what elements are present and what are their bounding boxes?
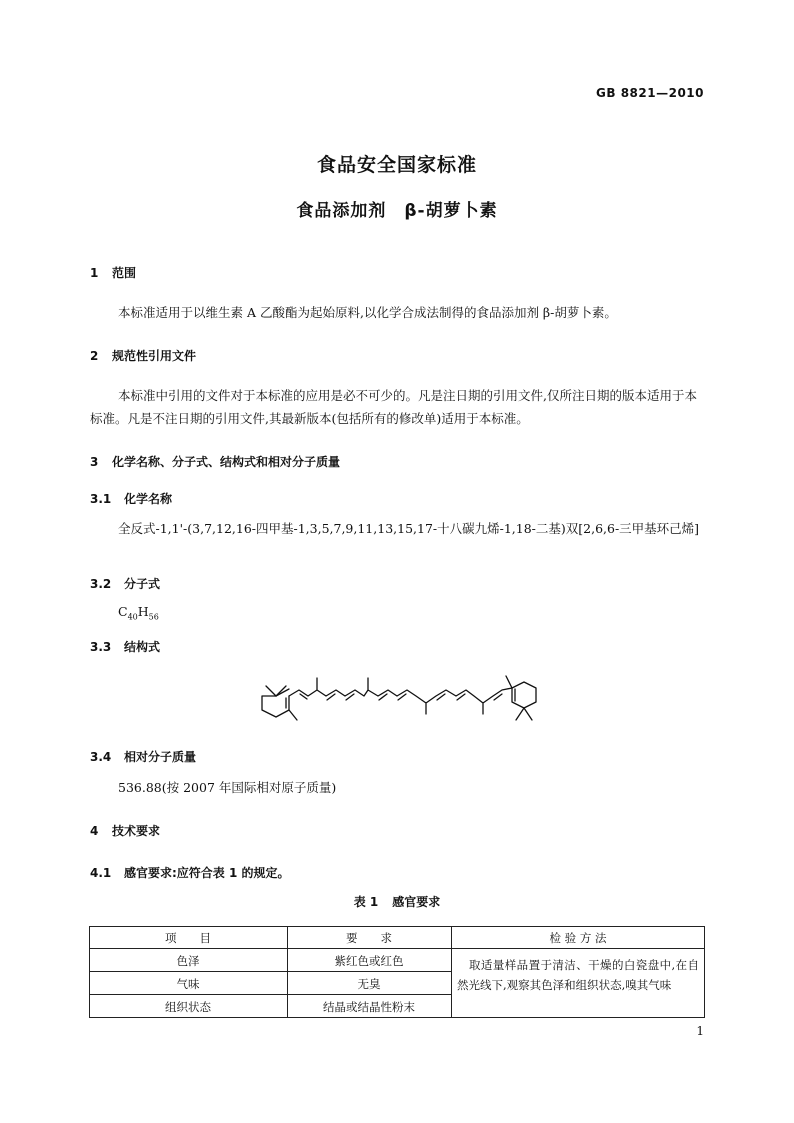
section-3-2-heading: 3.2 分子式 (90, 577, 161, 591)
table-header-divider (89, 948, 705, 949)
standard-code: GB 8821—2010 (596, 86, 704, 100)
molecular-formula: $C_{40}H_{56}$ (118, 604, 159, 622)
page-title: 食品安全国家标准 (316, 154, 477, 176)
table-header-item: 项 目 (165, 931, 211, 945)
page-subtitle: 食品添加剂 β-胡萝卜素 (296, 201, 498, 221)
table-header-requirement: 要 求 (346, 931, 392, 945)
section-3-4-heading: 3.4 相对分子质量 (90, 750, 197, 764)
section-2-text: 本标准中引用的文件对于本标准的应用是必不可少的。凡是注日期的引用文件,仅所注日期的版本适用于本标准。凡是不注日期的引用文件,其最新版本(包括所有的修改单)适用于本标准。 (90, 388, 697, 426)
section-1-heading: 1 范围 (90, 266, 137, 280)
section-4-heading: 4 技术要求 (90, 824, 161, 838)
section-3-1-heading: 3.1 化学名称 (90, 492, 173, 506)
section-3-heading: 3 化学名称、分子式、结构式和相对分子质量 (90, 455, 341, 469)
page-number: 1 (696, 1024, 704, 1038)
table-row-item: 组织状态 (165, 1000, 211, 1014)
table-method-text: 取适量样品置于清洁、干燥的白瓷盘中,在自然光线下,观察其色泽和组织状态,嗅其气味 (457, 958, 699, 992)
table-row-requirement: 紫红色或红色 (334, 954, 404, 968)
section-1-text: 本标准适用于以维生素 A 乙酸酯为起始原料,以化学合成法制得的食品添加剂 β-胡萝卜素。 (118, 305, 617, 320)
beta-carotene-structure-diagram (250, 668, 550, 730)
chemical-name-text: 全反式-1,1'-(3,7,12,16-四甲基-1,3,5,7,9,11,13,15,17-十八碳九烯-1,18-二基)双[2,6,6-三甲基环己烯] (118, 521, 700, 536)
table-border-bottom (89, 1017, 705, 1018)
molecular-mass-text: 536.88(按 2007 年国际相对原子质量) (118, 780, 337, 795)
table-border-top (89, 926, 705, 927)
table-row-requirement: 结晶或结晶性粉末 (323, 1000, 415, 1014)
table-row-requirement: 无臭 (357, 977, 381, 991)
section-4-1-heading: 4.1 感官要求:应符合表 1 的规定。 (90, 866, 290, 880)
table-row-item: 气味 (176, 977, 200, 991)
table-1-caption: 表 1 感官要求 (353, 895, 441, 909)
table-header-method: 检 验 方 法 (549, 931, 607, 945)
sensory-requirements-table (89, 926, 705, 1018)
table-row-divider (89, 971, 451, 972)
table-row-divider (89, 994, 451, 995)
section-2-heading: 2 规范性引用文件 (90, 349, 197, 363)
table-row-item: 色泽 (176, 954, 200, 968)
section-3-3-heading: 3.3 结构式 (90, 640, 161, 654)
